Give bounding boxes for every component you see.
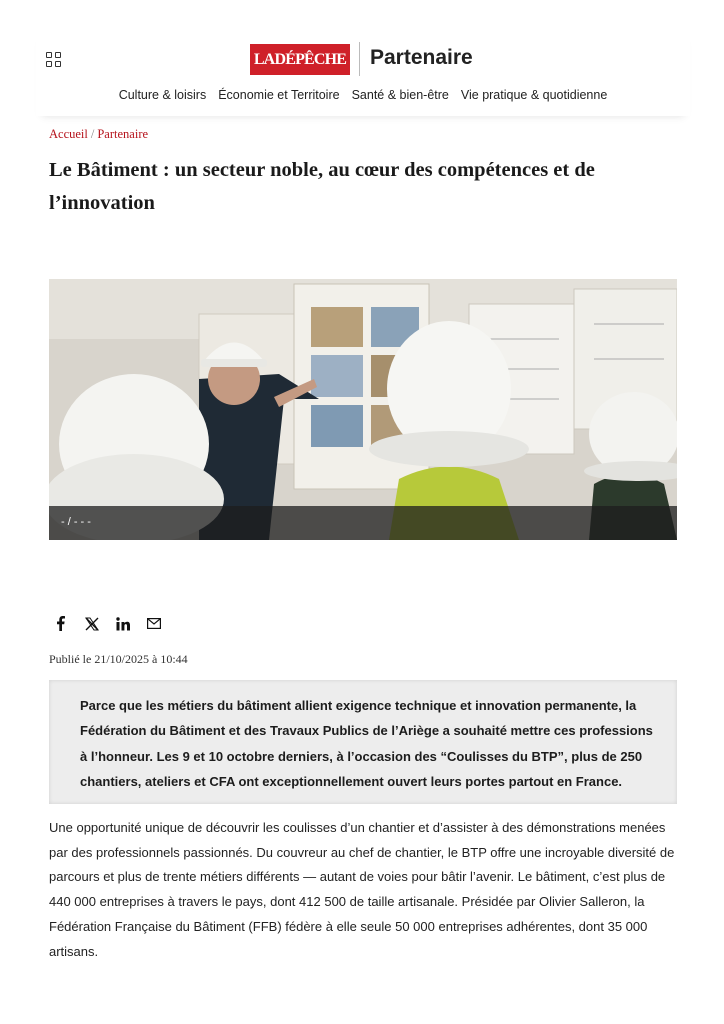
- site-logo[interactable]: LADÉPÊCHE: [250, 44, 350, 75]
- mail-icon[interactable]: [146, 615, 161, 632]
- published-date: Publié le 21/10/2025 à 10:44: [49, 652, 188, 666]
- logo-divider: [359, 42, 360, 76]
- breadcrumb-home[interactable]: Accueil: [49, 127, 88, 141]
- breadcrumb: [49, 127, 148, 142]
- menu-grid-icon[interactable]: [46, 52, 64, 70]
- site-header: [36, 30, 690, 116]
- article-lead: Parce que les métiers du bâtiment allient exigence technique et innovation permanente, la Fédération du Bâtiment et des Travaux Publics de l’Ariège a souhaité mettre ces professions à l’honneur. Les 9 et 10 octobre derniers, à l’occasion des “Coulisses du BTP”, plus de 250 chantiers, ateliers et CFA ont exceptionnellement ouvert leurs portes partout en France.: [49, 680, 677, 804]
- main-nav: [36, 88, 690, 102]
- image-caption: - / - - -: [49, 506, 677, 540]
- x-icon[interactable]: [84, 615, 99, 632]
- nav-item-culture[interactable]: Culture & loisirs: [118, 88, 207, 102]
- article-body: Une opportunité unique de découvrir les coulisses d’un chantier et d’assister à des démonstrations menées par des professionnels passionnés. Du couvreur au chef de chantier, le BTP offre une incroyable diversité de parcours et plus de trente métiers différents — autant de voies pour bâtir l’avenir. Le bâtiment, c’est plus de 440 000 entreprises à travers le pays, dont 412 500 de taille artisanale. Présidée par Olivier Salleron, la Fédération Française du Bâtiment (FFB) fédère à elle seule 50 000 entreprises adhérentes, dont 35 000 artisans.: [49, 820, 675, 959]
- section-title[interactable]: Partenaire: [370, 46, 473, 69]
- nav-item-economie[interactable]: Économie et Territoire: [218, 88, 340, 102]
- nav-item-sante[interactable]: Santé & bien-être: [351, 88, 449, 102]
- page-title: Le Bâtiment : un secteur noble, au cœur des compétences et de l’innovation: [49, 159, 595, 214]
- hero-image[interactable]: [49, 279, 677, 540]
- breadcrumb-separator: /: [90, 127, 95, 141]
- construction-visit-photo: [49, 279, 677, 540]
- linkedin-icon[interactable]: [115, 615, 130, 632]
- share-bar: [53, 615, 161, 632]
- nav-item-vie-pratique[interactable]: Vie pratique & quotidienne: [460, 88, 608, 102]
- facebook-icon[interactable]: [53, 615, 68, 632]
- breadcrumb-current[interactable]: Partenaire: [97, 127, 149, 141]
